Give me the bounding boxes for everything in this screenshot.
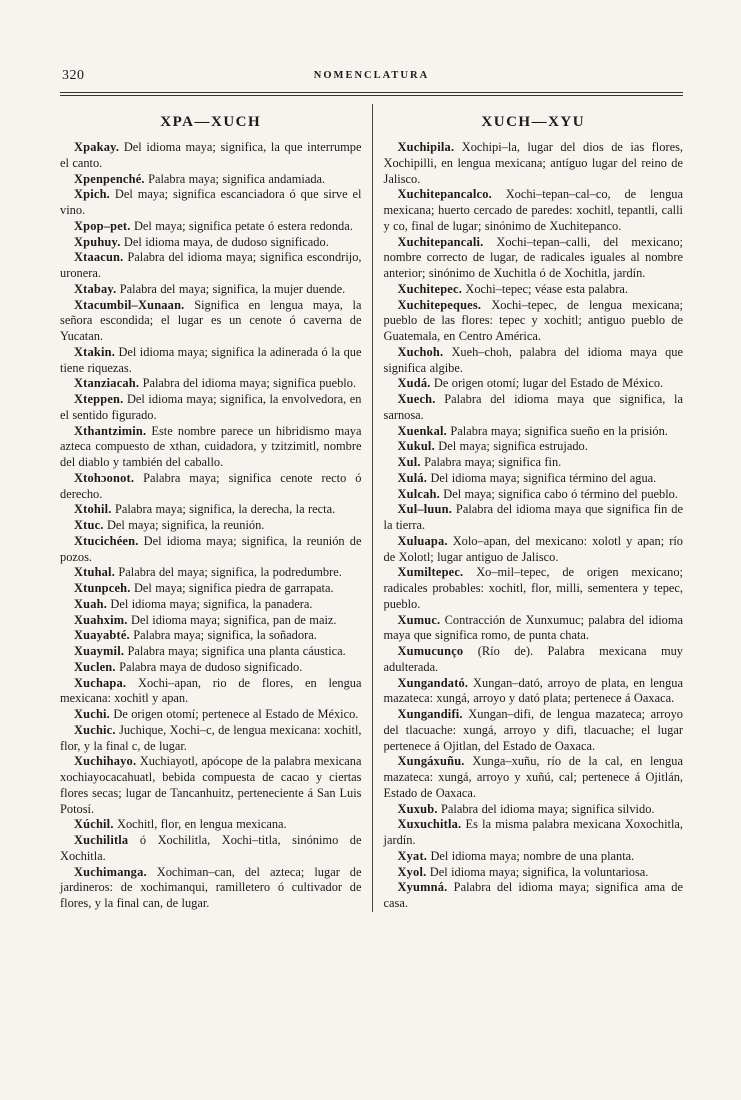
entry-definition: Palabra maya; significa cenote recto ó derecho. [60, 470, 362, 501]
entry-definition: Xochi–tepan–calli, del mexicano; nombre correcto de lugar, de radicales iguales al nombre anterior; sinónimo de Xuchitla ó de Xochitla, jardín. [383, 234, 683, 280]
right-column [372, 104, 684, 912]
dictionary-entry [384, 424, 684, 440]
entry-definition: Del maya; significa, la reunión. [103, 518, 265, 532]
entry-definition: Del idioma maya; significa término del agua. [427, 470, 657, 485]
entry-definition: Palabra del maya; significa, la mujer duende. [116, 281, 346, 296]
entry-definition: Palabra maya; significa sueño en la prisión. [446, 423, 668, 438]
entry-term: Xuchimanga. [74, 864, 147, 879]
entry-definition: Palabra del idioma maya; significa ama de casa. [383, 880, 683, 910]
dictionary-entry [60, 502, 362, 518]
entry-term: Xuchipila. [397, 140, 455, 154]
dictionary-entry [384, 455, 684, 471]
left-column [60, 104, 372, 912]
entry-term: Xpuhuy. [74, 234, 121, 249]
entry-term: Xuchilitla [74, 833, 129, 847]
dictionary-entry [60, 581, 362, 597]
entry-term: Xuchihayo. [74, 754, 137, 769]
entry-term: Xuahxim. [74, 612, 128, 627]
dictionary-entry [384, 345, 684, 377]
dictionary-entry [60, 298, 362, 345]
dictionary-entry [384, 880, 684, 912]
entry-term: Xtunpceh. [74, 581, 131, 595]
dictionary-entry [384, 282, 684, 298]
entry-term: Xuluapa. [397, 533, 448, 548]
entry-definition: Xochiman–can, del azteca; lugar de jardineros: de xochimanqui, ramilletero ó cultivador de flores, y la final can, de lugar. [60, 864, 362, 910]
entry-term: Xul. [397, 455, 421, 469]
entry-term: Xuayabté. [74, 628, 130, 643]
entry-definition: Palabra del idioma maya que significa, la sarnosa. [383, 392, 683, 422]
entry-term: Xungáxuñu. [397, 754, 465, 769]
dictionary-entry [60, 282, 362, 298]
dictionary-entry [60, 424, 362, 471]
entry-term: Xyumná. [397, 880, 448, 895]
entry-definition: Palabra del maya; significa, la podredumbre. [115, 565, 342, 580]
dictionary-entry [60, 644, 362, 660]
entry-definition: Xochi–apan, rio de flores, en lengua mexicana: xochitl y apan. [60, 675, 362, 706]
entry-term: Xumucunço [397, 644, 464, 658]
entry-term: Xtabay. [74, 281, 117, 296]
dictionary-entry [60, 235, 362, 251]
entry-term: Xtohɔonot. [74, 470, 135, 485]
entry-term: Xyol. [397, 864, 427, 879]
page-number: 320 [62, 68, 85, 83]
entry-term: Xuah. [74, 596, 108, 611]
entry-definition: Xueh–choh, palabra del idioma maya que significa algibe. [383, 344, 683, 375]
entry-term: Xuenkal. [397, 423, 447, 438]
entry-definition: (Río de). Palabra mexicana muy adulterada. [383, 644, 683, 674]
entry-definition: Xochi–tepec, de lengua mexicana; pueblo de las flores: tepec y xochitl; antiguo pueblo de Guatemala, en Centro América. [383, 297, 683, 343]
entry-definition: Del idioma maya; significa, la reunión de pozos. [60, 533, 362, 564]
entry-definition: Xuchiayotl, apócope de la palabra mexicana xochiayocacahuatl, bebida compuesta de cacao y ciertas flores secas; lugar de Tancanhuitz, perteneciente á San Luis Potosí. [60, 754, 362, 816]
dictionary-entry [384, 865, 684, 881]
entry-definition: Xochitl, flor, en lengua mexicana. [113, 817, 287, 832]
dictionary-entry [384, 187, 684, 234]
entry-term: Xpich. [74, 187, 110, 202]
entry-term: Xuchoh. [397, 344, 444, 359]
dictionary-entry [384, 487, 684, 503]
header-double-rule [60, 92, 683, 96]
entry-term: Xuech. [397, 392, 436, 406]
entry-term: Xumiltepec. [397, 565, 464, 580]
dictionary-entry [60, 676, 362, 708]
dictionary-entry [384, 392, 684, 424]
entry-definition: Del idioma maya, de dudoso significado. [120, 234, 329, 249]
entry-definition: Juchique, Xochi–c, de lengua mexicana: xochitl, flor, y la final c, de lugar. [60, 722, 362, 753]
running-head-title: NOMENCLATURA [313, 70, 430, 81]
dictionary-entry [384, 565, 684, 612]
dictionary-entry [60, 219, 362, 235]
entry-term: Xyat. [397, 848, 428, 863]
dictionary-entry [384, 298, 684, 345]
entry-definition: Xochi–tepec; véase esta palabra. [462, 281, 628, 296]
entry-definition: Significa en lengua maya, la señora escondida; el lugar es un cenote ó caverna de Yucatan. [60, 297, 362, 343]
entry-term: Xteppen. [74, 392, 124, 406]
dictionary-entry [60, 518, 362, 534]
entry-term: Xtuc. [74, 518, 104, 532]
dictionary-entry [60, 392, 362, 424]
entry-term: Xuchi. [74, 707, 110, 721]
right-column-heading: XUCH—XYU [481, 114, 586, 130]
entry-definition: Del maya; significa petate ó estera redonda. [130, 218, 353, 233]
dictionary-entry [60, 833, 362, 865]
entry-term: Xtanziacah. [74, 376, 140, 391]
dictionary-entry [60, 140, 362, 172]
entry-term: Xtuhal. [74, 565, 115, 580]
entry-term: Xtaacun. [74, 250, 124, 265]
entry-definition: Palabra maya de dudoso significado. [115, 659, 303, 674]
entry-definition: Palabra maya; significa andamiada. [144, 171, 326, 186]
dictionary-entry [60, 723, 362, 755]
entry-term: Xukul. [397, 439, 435, 454]
entry-term: Xuchitepeques. [397, 297, 482, 312]
entry-definition: Del idioma maya; significa, la envolvedora, en el sentido figurado. [60, 392, 362, 422]
dictionary-entry [60, 628, 362, 644]
dictionary-entry [60, 534, 362, 566]
dictionary-entry [60, 345, 362, 377]
running-head [60, 68, 683, 86]
entry-term: Xumuc. [397, 612, 441, 627]
entry-term: Xuchitepancali. [397, 234, 484, 249]
entry-term: Xúchil. [74, 817, 114, 832]
entry-definition: Del idioma maya; significa la adinerada ó la que tiene riquezas. [60, 344, 362, 375]
dictionary-entry [384, 502, 684, 534]
entry-term: Xungandató. [397, 675, 469, 690]
dictionary-entry [60, 597, 362, 613]
entry-term: Xtucichéen. [74, 533, 139, 548]
dictionary-entry [60, 817, 362, 833]
entry-definition: Este nombre parece un hibridismo maya azteca compuesto de xthan, cuidadora, y tzitzimitl, nombre del diablo y también del caballo. [60, 423, 362, 469]
entry-definition: Del idioma maya; significa, la voluntariosa. [426, 864, 649, 879]
dictionary-entry [60, 865, 362, 912]
two-column-text-block [60, 104, 683, 912]
entry-term: Xulá. [397, 470, 428, 485]
entry-term: Xuaymil. [74, 644, 125, 658]
entry-definition: Xolo–apan, del mexicano: xolotl y apan; río de Xolotl; lugar antiguo de Jalisco. [383, 533, 683, 564]
dictionary-entry [384, 439, 684, 455]
entry-term: Xtacumbil–Xunaan. [74, 297, 185, 312]
entry-definition: De origen otomí; pertenece al Estado de México. [109, 707, 359, 721]
right-column-entries [384, 140, 684, 912]
entry-definition: Es la misma palabra mexicana Xoxochitla, jardín. [383, 817, 683, 847]
entry-definition: Del maya; significa piedra de garrapata. [130, 581, 334, 595]
entry-term: Xuxub. [397, 801, 438, 816]
entry-definition: Del idioma maya; nombre de una planta. [427, 848, 635, 863]
entry-definition: Xungan–difi, de lengua mazateca; arroyo del tlacuache: xungá, arroyo y difi, tlacuache; el lugar pertenece á Ojitlan, del Estado de Oaxaca. [383, 707, 683, 753]
entry-term: Xuclen. [74, 659, 116, 674]
entry-definition: Xo–mil–tepec, de origen mexicano; radicales probables: xochitl, flor, milli, sementera y tepec, pueblo. [383, 565, 683, 611]
entry-term: Xuchapa. [74, 675, 127, 690]
dictionary-entry [60, 613, 362, 629]
dictionary-entry [384, 849, 684, 865]
dictionary-entry [384, 235, 684, 282]
entry-definition: Palabra del idioma maya; significa pueblo. [139, 376, 357, 391]
entry-term: Xpop–pet. [74, 218, 131, 233]
left-column-entries [60, 140, 362, 912]
dictionary-entry [384, 802, 684, 818]
dictionary-entry [384, 140, 684, 187]
entry-definition: Xunga–xuñu, río de la cal, en lengua mazateca: xungá, arroyo y xuñú, cal; pertenece á Ojitlán, Estado de Oaxaca. [383, 754, 683, 800]
entry-definition: Palabra del idioma maya; significa silvido. [437, 801, 655, 816]
entry-term: Xungandifi. [397, 707, 463, 721]
dictionary-entry [60, 187, 362, 219]
entry-definition: Del maya; significa cabo ó término del pueblo. [439, 486, 678, 501]
dictionary-entry [384, 707, 684, 754]
dictionary-entry [60, 754, 362, 817]
entry-term: Xuchitepancalco. [397, 187, 492, 202]
entry-term: Xuchic. [74, 722, 116, 737]
entry-term: Xudá. [397, 376, 431, 391]
entry-definition: ó Xochilitla, Xochi–titla, sinónimo de Xochitla. [60, 833, 362, 863]
entry-term: Xtakin. [74, 344, 115, 359]
dictionary-entry [60, 660, 362, 676]
entry-definition: Del maya; significa estrujado. [434, 439, 588, 454]
dictionary-entry [384, 471, 684, 487]
entry-term: Xuxuchitla. [397, 817, 462, 832]
dictionary-entry [384, 376, 684, 392]
dictionary-entry [60, 707, 362, 723]
entry-definition: Xungan–dató, arroyo de plata, en lengua mazateca: xungá, arroyo y dató plata; pertenece á Oaxaca. [383, 675, 683, 706]
left-column-heading: XPA—XUCH [160, 114, 262, 130]
dictionary-entry [60, 376, 362, 392]
dictionary-entry [384, 817, 684, 849]
entry-definition: Palabra maya; significa fin. [420, 455, 562, 469]
entry-term: Xthantzimin. [74, 423, 147, 438]
entry-term: Xuchitepec. [397, 281, 462, 296]
entry-term: Xpakay. [74, 140, 120, 154]
entry-definition: Palabra del idioma maya que significa fin de la tierra. [383, 502, 683, 532]
entry-definition: Palabra maya; significa una planta cáustica. [124, 644, 346, 658]
entry-definition: De origen otomí; lugar del Estado de México. [430, 376, 664, 391]
dictionary-entry [60, 172, 362, 188]
entry-definition: Palabra maya; significa, la soñadora. [129, 628, 317, 643]
dictionary-entry [60, 250, 362, 282]
entry-definition: Del idioma maya; significa, la que interrumpe el canto. [60, 140, 362, 170]
entry-definition: Xochi–tepan–cal–co, de lengua mexicana; huerto cercado de paredes: xochitl, tepantli, calli y co, final de lugar; sinónimo de Xuchitepanco. [383, 187, 683, 233]
entry-term: Xtohil. [74, 502, 112, 517]
dictionary-entry [384, 676, 684, 708]
dictionary-entry [384, 644, 684, 676]
entry-definition: Palabra maya; significa, la derecha, la recta. [111, 502, 336, 517]
entry-definition: Contracción de Xunxumuc; palabra del idioma maya que significa romo, de punta chata. [383, 612, 683, 643]
entry-term: Xulcah. [397, 486, 440, 501]
dictionary-entry [60, 471, 362, 503]
dictionary-entry [60, 565, 362, 581]
entry-definition: Del maya; significa escanciadora ó que sirve el vino. [60, 187, 362, 217]
dictionary-entry [384, 754, 684, 801]
entry-definition: Xochipi–la, lugar del dios de ias flores, Xochipilli, en lengua mexicana; antíguo lugar del reino de Jalisco. [383, 140, 683, 186]
entry-term: Xul–luun. [397, 502, 452, 517]
entry-term: Xpenpenché. [74, 171, 145, 186]
dictionary-entry [384, 613, 684, 645]
dictionary-entry [384, 534, 684, 566]
entry-definition: Palabra del idioma maya; significa escondrijo, uronera. [60, 250, 362, 280]
entry-definition: Del idioma maya; significa, la panadera. [107, 596, 313, 611]
entry-definition: Del idioma maya; significa, pan de maiz. [127, 612, 337, 627]
